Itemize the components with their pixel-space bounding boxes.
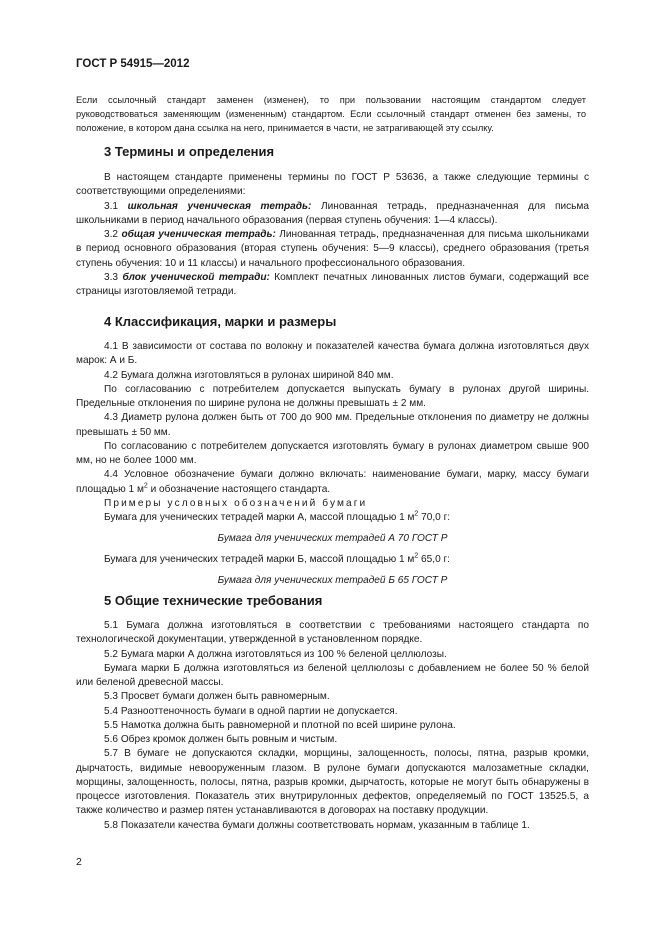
section-4-title: 4 Классификация, марки и размеры xyxy=(104,314,337,329)
section-3-title: 3 Термины и определения xyxy=(104,144,275,159)
term-3-2-name: общая ученическая тетрадь: xyxy=(121,229,276,240)
term-3-3: 3.3 блок ученической тетради: Комплект печатных линованных листов бумаги, содержащий все страницы изготовляемой тетради. xyxy=(76,271,589,297)
section-3-intro: В настоящем стандарте применены термины по ГОСТ Р 53636, а также следующие термины с соответствующими определениями: xyxy=(76,172,589,198)
page-number: 2 xyxy=(76,856,82,868)
para-4-2-note: По согласованию с потребителем допускается выпускать бумагу в рулонах другой ширины. Предельные отклонения по ширине рулона не должны превышать ± 2 мм. xyxy=(76,383,589,409)
standard-header: ГОСТ Р 54915—2012 xyxy=(76,58,190,70)
section-3-body xyxy=(76,171,589,299)
para-5-3: 5.3 Просвет бумаги должен быть равномерным. xyxy=(104,691,330,703)
section-5-title: 5 Общие технические требования xyxy=(104,593,323,608)
para-5-2-note: Бумага марки Б должна изготовляться из беленой целлюлозы с добавлением не более 50 % белой или беленой древесной массы. xyxy=(76,662,589,688)
term-3-1-name: школьная ученическая тетрадь: xyxy=(127,200,312,212)
para-5-8: 5.8 Показатели качества бумаги должны соответствовать нормам, указанным в таблице 1. xyxy=(104,819,530,831)
para-4-3-note: По согласованию с потребителем допускается изготовлять бумагу в рулонах диаметром свыше 900 мм, но не более 1000 мм. xyxy=(76,440,589,466)
example-1: Бумага для ученических тетрадей марки А, массой площадью 1 $м^2$ 70,0 г: xyxy=(104,510,451,523)
reference-note: Если ссылочный стандарт заменен (изменен), то при пользовании настоящим стандартом следует руководствоваться заменяющим (измененным) стандартом. Если ссылочный стандарт отменен без замены, то положение, в котором дана ссылка на него, принимается в части, не затрагивающей эту ссылку. xyxy=(76,95,586,133)
para-4-3: 4.3 Диаметр рулона должен быть от 700 до 900 мм. Предельные отклонения по диаметру не должны превышать ± 50 мм. xyxy=(76,412,589,438)
para-4-1: 4.1 В зависимости от состава по волокну и показателей качества бумага должна изготовляться двух марок: А и Б. xyxy=(76,341,589,367)
term-3-1: 3.1 школьная ученическая тетрадь: Линованная тетрадь, предназначенная для письма школьниками в период начального образования (первая ступень обучения: 1—4 классы). xyxy=(76,200,589,226)
para-4-4: 4.4 Условное обозначение бумаги должно включать: наименование бумаги, марку, массу бумаги площадью 1 $м^2$ и обозначение настоящего стандарта. xyxy=(76,469,589,495)
examples-heading: Примеры условных обозначений бумаги xyxy=(104,497,368,509)
para-4-2: 4.2 Бумага должна изготовляться в рулонах шириной 840 мм. xyxy=(104,369,394,381)
term-3-2: 3.2 общая ученическая тетрадь: Линованная тетрадь, предназначенная для письма школьниками в период основного образования (вторая ступень обучения: 5—9 классы), среднего образования (третья ступень обучения: 10 и 11 классы) и начального профессионального образования. xyxy=(76,229,589,269)
para-5-4: 5.4 Разнооттеночность бумаги в одной партии не допускается. xyxy=(104,705,398,717)
example-2: Бумага для ученических тетрадей марки Б, массой площадью 1 $м^2$ 65,0 г: xyxy=(104,552,450,565)
para-5-7: 5.7 В бумаге не допускаются складки, морщины, залощенность, полосы, пятна, разрыв кромки, дырчатость, видимые невооруженным глазом. В рулоне бумаги допускаются малозаметные складки, морщины, залощенность, полосы, пятна, разрыв кромки, дырчатость, которые не могут быть обнаружены в процессе изготовления. Показатель этих внутрирулонных дефектов, определяемый по ГОСТ 13525.5, а также количество и размер пятен устанавливаются в договорах на поставку продукции. xyxy=(76,748,589,817)
para-5-5: 5.5 Намотка должна быть равномерной и плотной по всей ширине рулона. xyxy=(104,719,456,731)
section-5-body xyxy=(76,619,589,833)
section-4-body xyxy=(76,340,589,594)
para-5-1: 5.1 Бумага должна изготовляться в соответствии с требованиями настоящего стандарта по технологической документации, утвержденной в установленном порядке. xyxy=(76,620,589,646)
para-5-6: 5.6 Обрез кромок должен быть ровным и чистым. xyxy=(104,734,338,745)
term-3-3-name: блок ученической тетради: xyxy=(122,271,270,283)
example-2-designation: Бумага для ученических тетрадей Б 65 ГОСТ Р xyxy=(217,574,448,586)
para-5-2: 5.2 Бумага марки А должна изготовляться из 100 % беленой целлюлозы. xyxy=(104,648,447,660)
example-1-designation: Бумага для ученических тетрадей А 70 ГОСТ Р xyxy=(217,533,448,545)
